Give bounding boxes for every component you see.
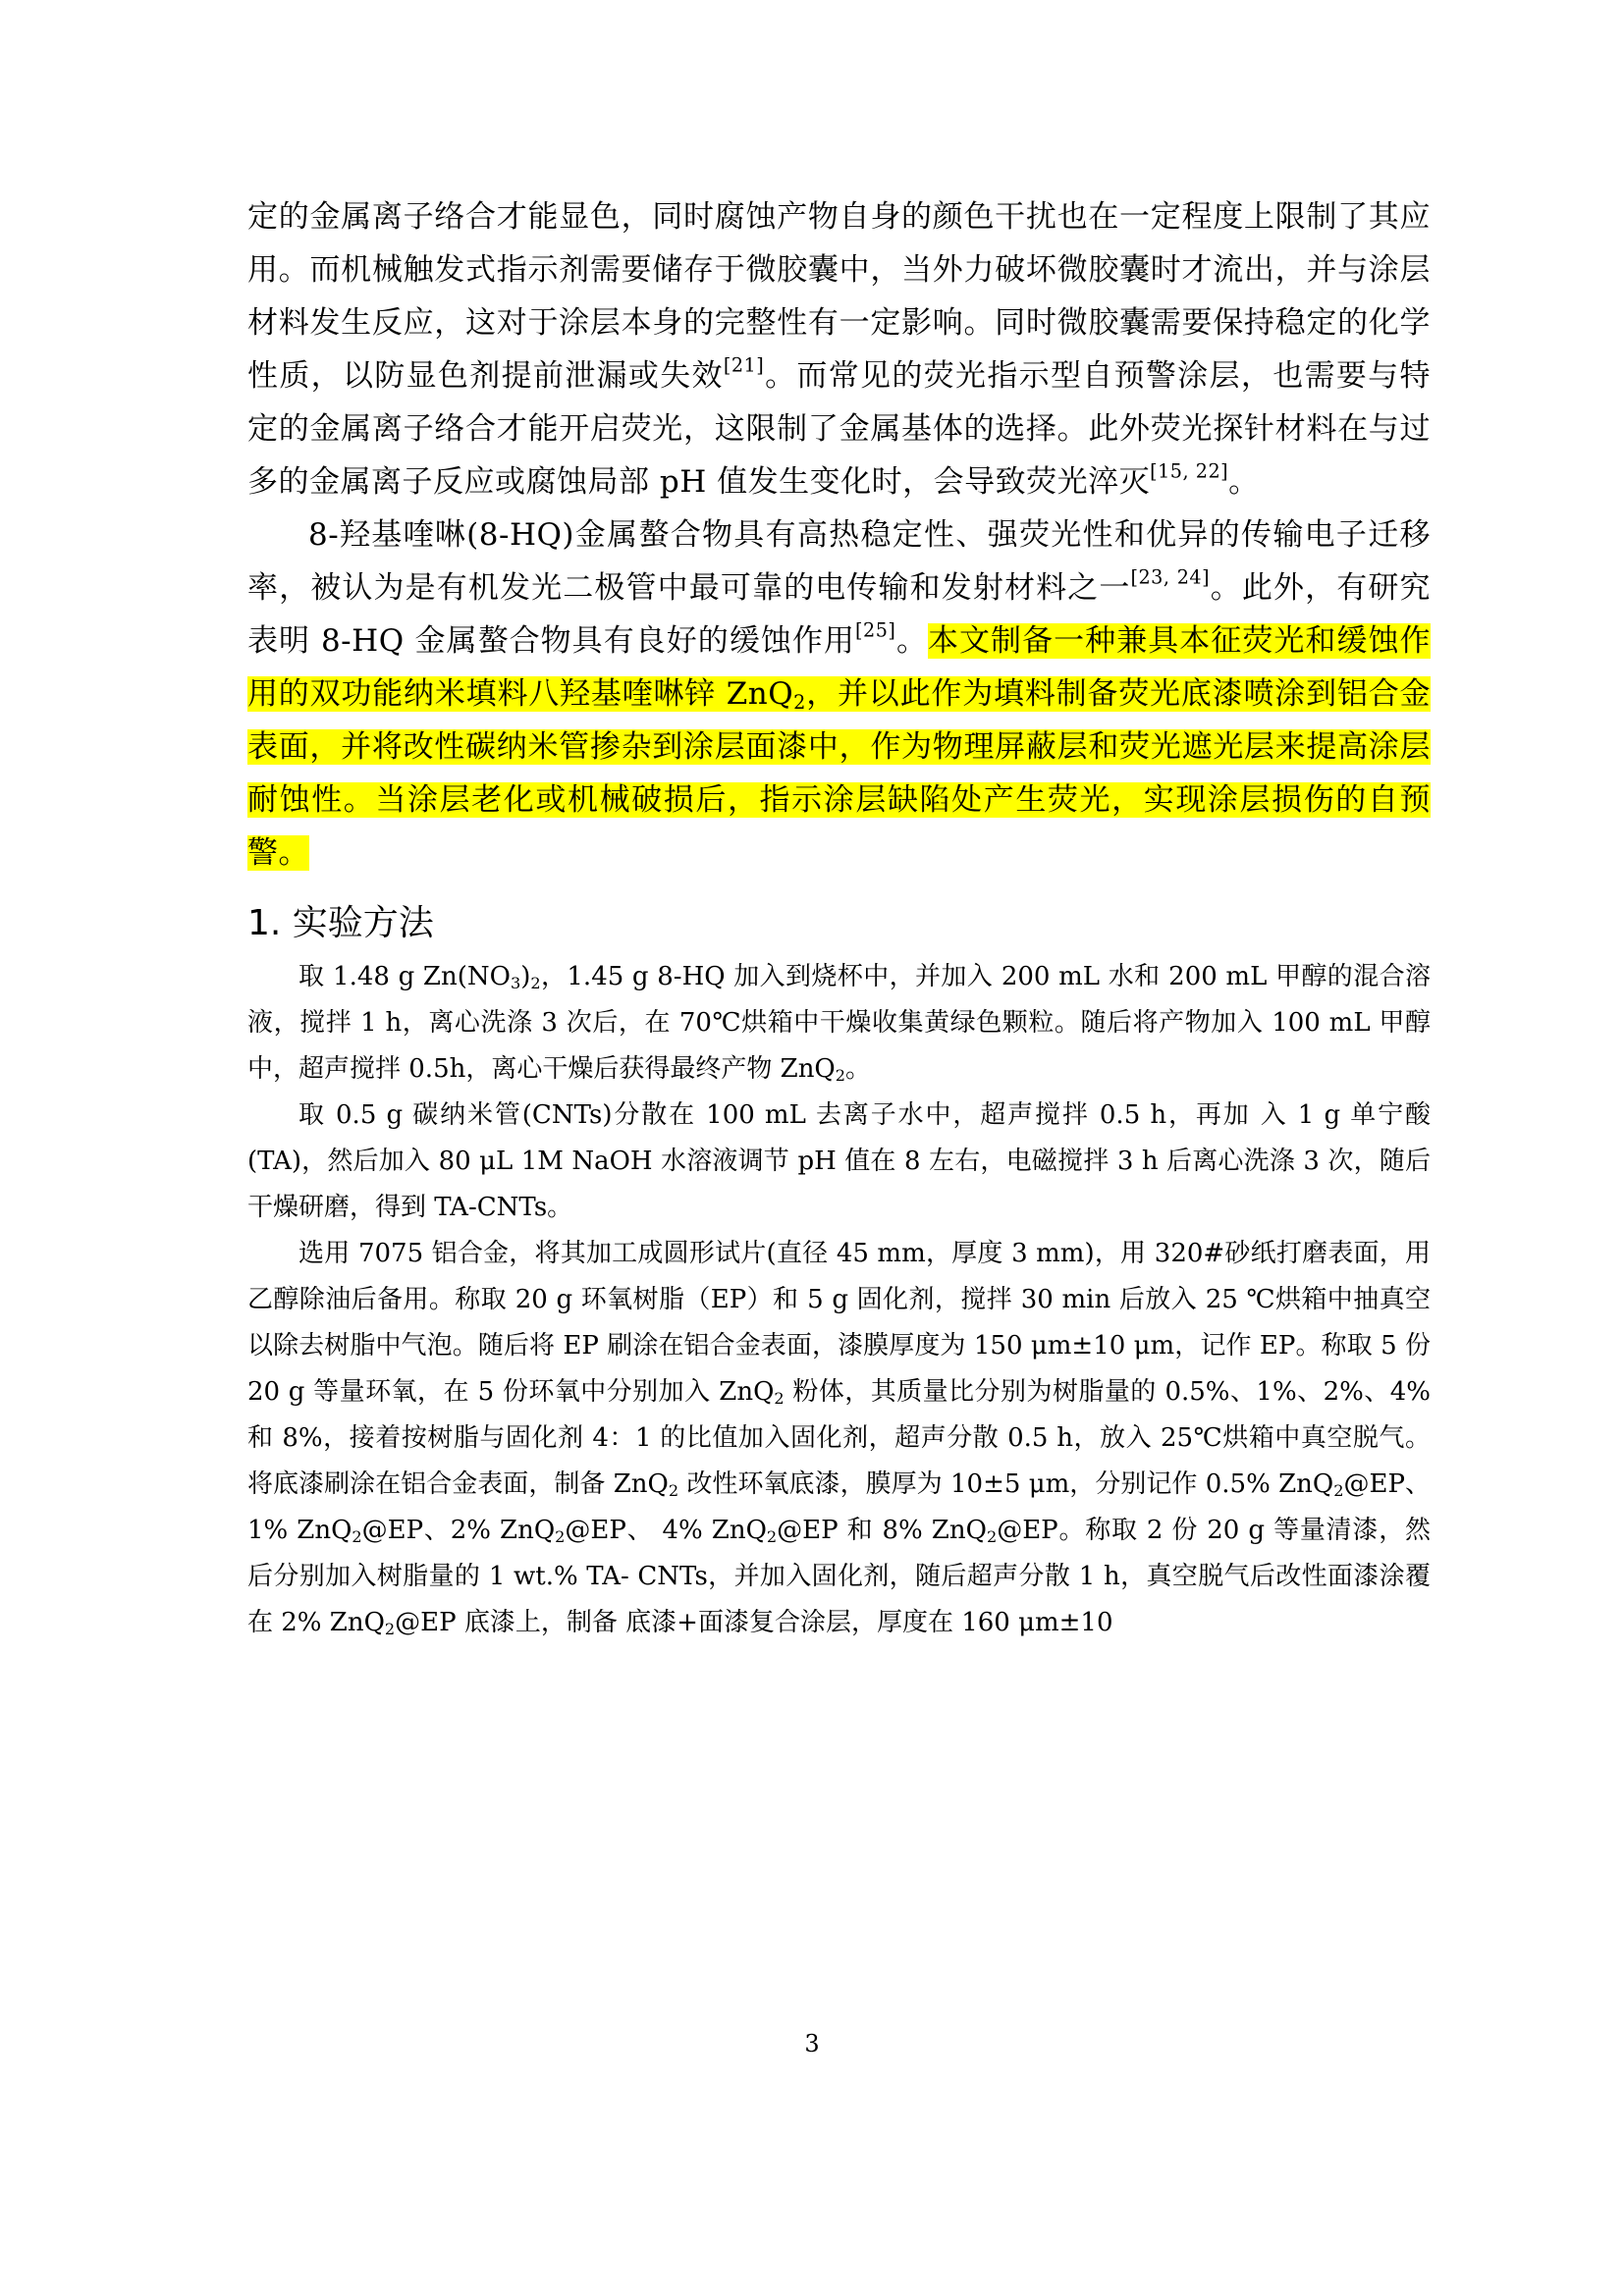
m3-h: @EP。称取 2 份 20 g 等量清漆，然后分别加入树脂量的 1 wt.% TA- CNTs，并加入固化剂，随后超声分散 1 h，真空脱气后改性面漆涂覆在 2% ZnQ <box>247 1516 1431 1637</box>
highlight-part-1: 本文制备一种兼具本征荧光和缓蚀作用的双功能纳米填料八羟基喹啉锌 ZnQ <box>247 623 1432 712</box>
p1-text-b: 。而常见的荧光指示型自预警涂层，也需要与特定的金属离子络合才能开启荧光，这限制了金属基体的选择。此外荧光探针材料在与过多的金属离子反应或腐蚀局部 pH 值发生变化时，会导致荧光淬灭 <box>247 358 1432 500</box>
subscript: 2 <box>352 1527 362 1547</box>
subscript: 3 <box>510 974 521 993</box>
subscript: 2 <box>530 974 541 993</box>
methods-paragraph-3 <box>247 1231 1431 1646</box>
m1-c: ，1.45 g 8-HQ 加入到烧杯中，并加入 200 mL 水和 200 mL 甲醇的混合溶液，搅拌 1 h，离心洗涤 3 次后，在 70℃烘箱中干燥收集黄绿色颗粒。随后将产物加入 100 mL 甲醇中，超声搅拌 0.5h，离心干燥后获得最终产物 ZnQ <box>247 962 1431 1084</box>
p2-text-b: 。此外，有研究表明 8-HQ 金属螯合物具有良好的缓蚀作用 <box>247 570 1432 659</box>
m3-g: @EP 和 8% ZnQ <box>777 1516 987 1545</box>
p2-text-a: 8-羟基喹啉(8-HQ)金属螯合物具有高热稳定性、强荧光性和优异的传输电子迁移率，被认为是有机发光二极管中最可靠的电传输和发射材料之一 <box>247 517 1431 606</box>
p1-text-a: 定的金属离子络合才能显色，同时腐蚀产物自身的颜色干扰也在一定程度上限制了其应用。而机械触发式指示剂需要储存于微胶囊中，当外力破坏微胶囊时才流出，并与涂层材料发生反应，这对于涂层本身的完整性有一定影响。同时微胶囊需要保持稳定的化学性质，以防显色剂提前泄漏或失效 <box>247 199 1431 394</box>
subscript: 2 <box>384 1620 396 1639</box>
intro-section <box>247 190 1431 880</box>
subscript: 2 <box>986 1527 998 1547</box>
subscript: 2 <box>835 1066 845 1086</box>
methods-section <box>247 954 1431 1646</box>
m3-d: @EP、1% ZnQ <box>247 1469 1431 1545</box>
methods-paragraph-1 <box>247 954 1431 1093</box>
citation: [21] <box>723 353 765 377</box>
p1-text-c: 。 <box>1228 464 1260 500</box>
citation: [23, 24] <box>1130 565 1211 589</box>
subscript: 2 <box>555 1527 566 1547</box>
subscript: 2 <box>793 690 806 714</box>
m3-e: @EP、2% ZnQ <box>361 1516 556 1545</box>
m1-b: ) <box>520 962 531 991</box>
intro-paragraph-2 <box>247 508 1431 880</box>
citation: [25] <box>854 618 896 642</box>
subscript: 2 <box>774 1389 785 1409</box>
subscript: 2 <box>766 1527 778 1547</box>
methods-paragraph-2: 取 0.5 g 碳纳米管(CNTs)分散在 100 mL 去离子水中，超声搅拌 0.5 h，再加 入 1 g 单宁酸(TA)，然后加入 80 μL 1M NaOH 水溶液调节 pH 值在 8 左右，电磁搅拌 3 h 后离心洗涤 3 次，随后干燥研磨，得到 TA-CNTs。 <box>247 1100 1431 1222</box>
page-number: 3 <box>804 2030 820 2057</box>
m1-d: 。 <box>845 1054 872 1084</box>
subscript: 2 <box>1333 1481 1344 1501</box>
m1-a: 取 1.48 g Zn(NO <box>298 962 511 991</box>
m3-b: 粉体，其质量比分别为树脂量的 0.5%、1%、2%、4% 和 8%，接着按树脂与固化剂 4：1 的比值加入固化剂，超声分散 0.5 h，放入 25℃烘箱中真空脱气。将底漆刷涂在铝合金表面，制备 ZnQ <box>247 1377 1431 1499</box>
highlighted-text <box>247 623 1431 871</box>
subscript: 2 <box>668 1481 679 1501</box>
intro-paragraph-1 <box>247 190 1431 508</box>
m3-c: 改性环氧底漆，膜厚为 10±5 μm，分别记作 0.5% ZnQ <box>678 1469 1334 1499</box>
m3-i: @EP 底漆上，制备 底漆+面漆复合涂层，厚度在 160 μm±10 <box>395 1608 1113 1637</box>
highlight-part-2: ，并以此作为填料制备荧光底漆喷涂到铝合金表面，并将改性碳纳米管掺杂到涂层面漆中，作为物理屏蔽层和荧光遮光层来提高涂层耐蚀性。当涂层老化或机械破损后，指示涂层缺陷处产生荧光，实现涂层损伤的自预警。 <box>247 676 1431 871</box>
body-text <box>247 190 1431 1646</box>
citation: [15, 22] <box>1150 459 1229 483</box>
m3-a: 选用 7075 铝合金，将其加工成圆形试片(直径 45 mm，厚度 3 mm)，用 320#砂纸打磨表面，用乙醇除油后备用。称取 20 g 环氧树脂（EP）和 5 g 固化剂，搅拌 30 min 后放入 25 ℃烘箱中抽真空以除去树脂中气泡。随后将 EP 刷涂在铝合金表面，漆膜厚度为 150 μm±10 μm，记作 EP。称取 5 份 20 g 等量环氧，在 5 份环氧中分别加入 ZnQ <box>247 1239 1431 1407</box>
m3-f: @EP、 4% ZnQ <box>565 1516 767 1545</box>
section-heading: 1. 实验方法 <box>247 903 434 943</box>
p2-text-c: 。 <box>895 623 928 659</box>
